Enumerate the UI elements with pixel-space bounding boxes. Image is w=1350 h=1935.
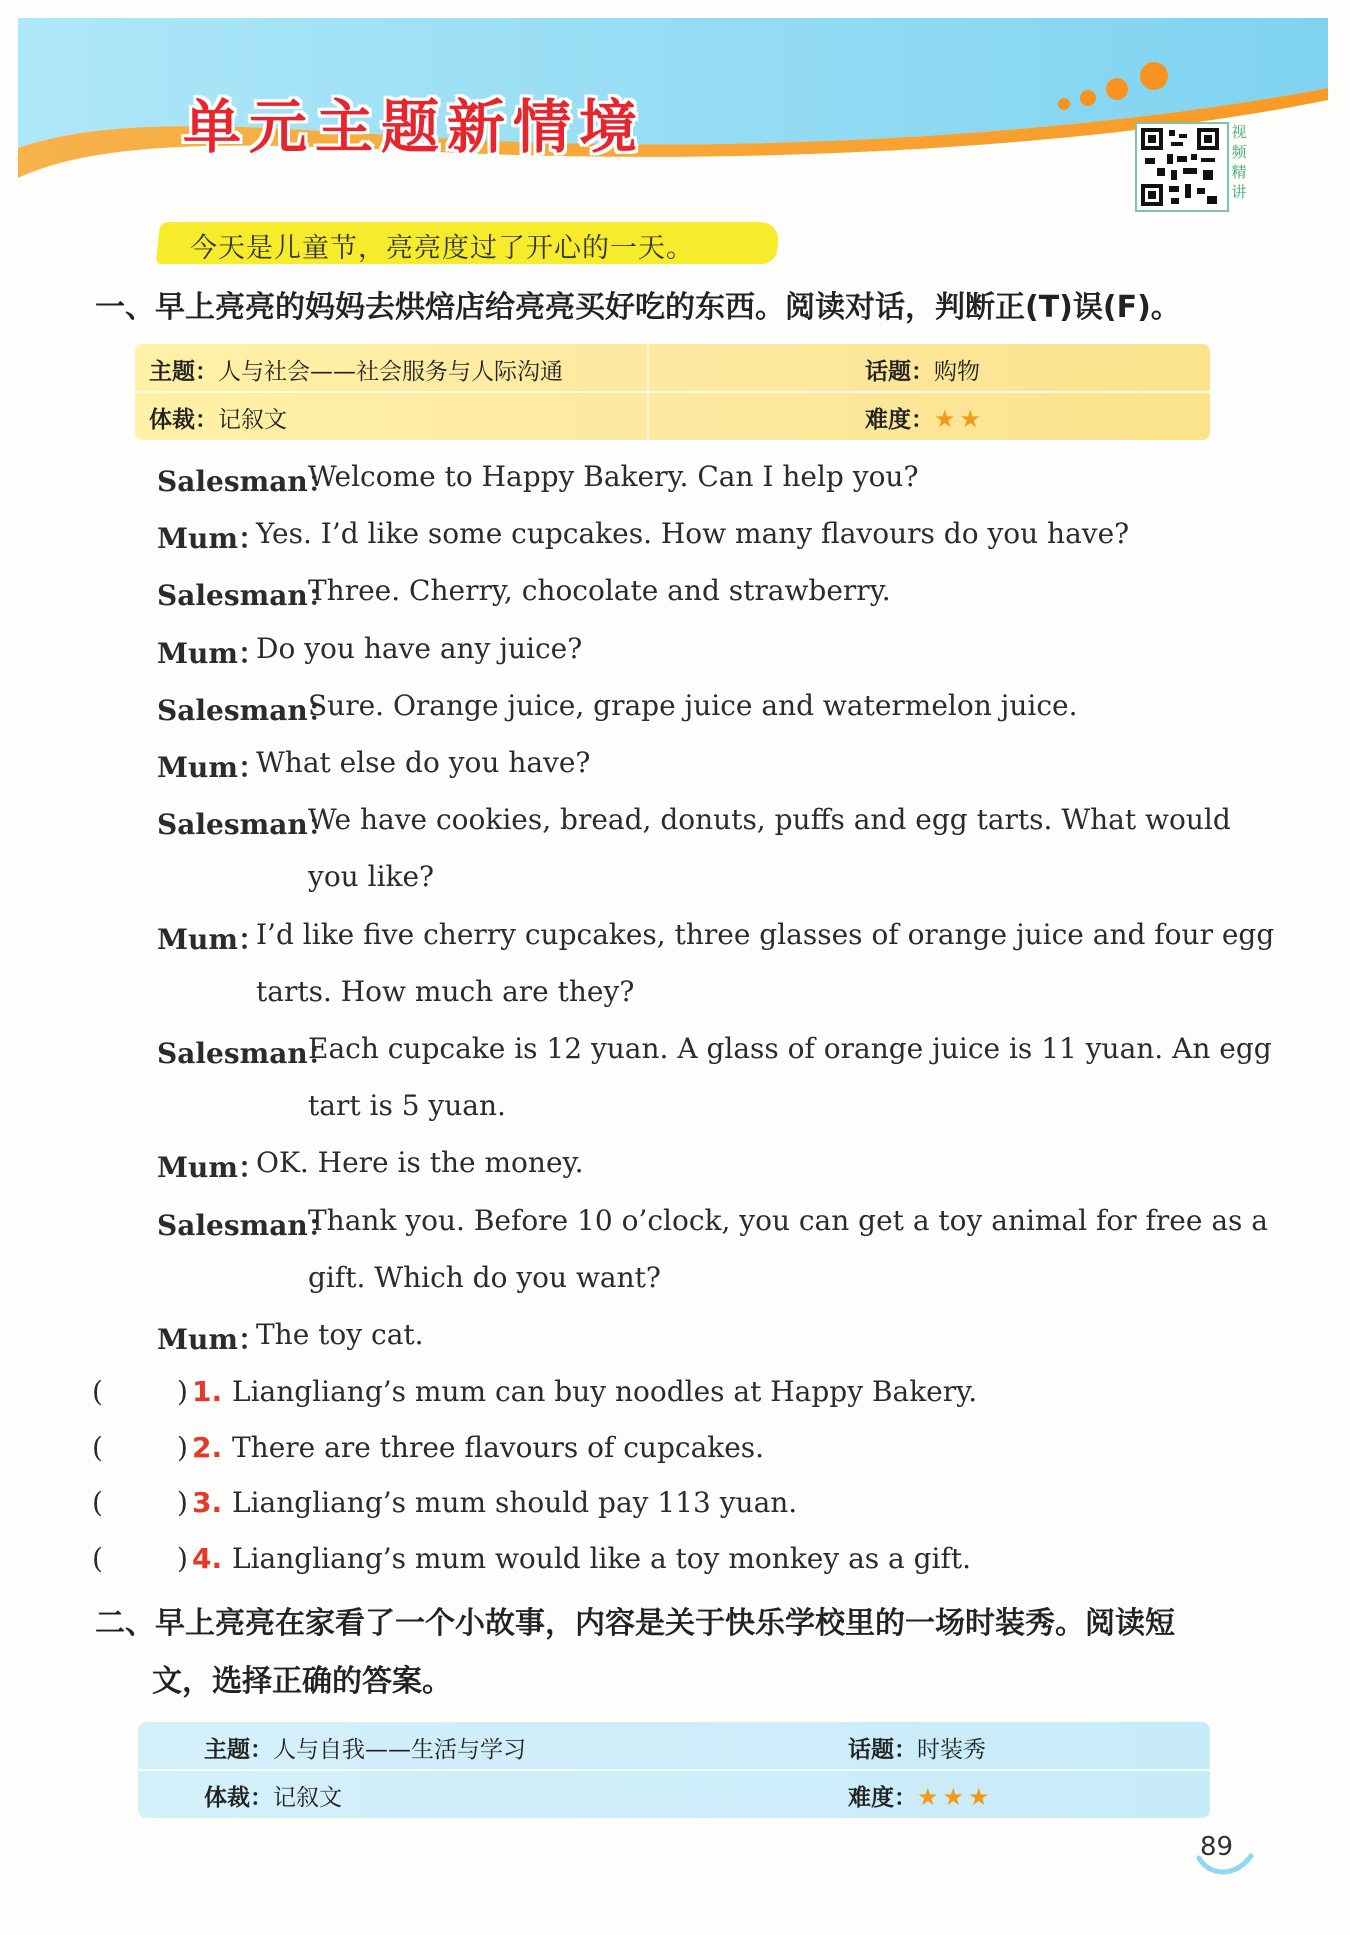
topic-value: 时装秀 [917,1737,986,1763]
topic-value: 购物 [934,359,980,385]
speaker-label: Mum： [157,922,266,956]
dialogue-text: Welcome to Happy Bakery. Can I help you? [308,460,919,493]
speaker-label: Salesman： [157,808,336,842]
question-text: There are three flavours of cupcakes. [232,1430,765,1464]
speaker-label: Salesman： [157,1037,336,1070]
question-row [92,1431,1242,1471]
info-box-2 [138,1722,1210,1818]
divider [647,344,649,440]
section2-question-line2: 文，选择正确的答案。 [152,1664,452,1699]
answer-blank-close: ) [177,1541,188,1575]
decorative-dots [1058,58,1188,118]
section1-question: 一、早上亮亮的妈妈去烘焙店给亮亮买好吃的东西。阅读对话，判断正(T)误(F)。 [95,290,1181,325]
difficulty-cell [848,1779,994,1812]
difficulty-label: 难度： [865,407,934,433]
dialogue-text: We have cookies, bread, donuts, puffs and egg tarts. What would [308,803,1231,837]
speaker-label: Mum： [157,1323,266,1356]
question-row [92,1375,1242,1415]
star-icon: ★★★ [917,1783,994,1811]
question-number: 2. [192,1430,223,1464]
page-curve-icon [1195,1852,1255,1882]
question-number: 3. [192,1486,223,1519]
speaker-label: Mum： [157,636,266,670]
dialogue-text-continued: tarts. How much are they? [256,974,635,1008]
page-number: 89 [1200,1832,1234,1862]
unit-banner [18,18,1328,196]
speaker-label: Mum： [157,522,266,556]
dialogue-text: The toy cat. [256,1318,424,1351]
question-number: 1. [192,1375,223,1408]
theme-cell [149,353,563,386]
qr-code-icon [1141,128,1219,206]
topic-label: 话题： [848,1737,917,1763]
dialogue-text: Do you have any juice? [256,631,583,665]
genre-value: 记叙文 [273,1785,342,1811]
speaker-label: Salesman： [157,1208,336,1242]
theme-cell [204,1731,526,1764]
answer-blank-open[interactable]: ( [92,1486,103,1519]
question-number: 4. [192,1541,223,1575]
speaker-label: Salesman： [157,579,336,613]
genre-cell [149,401,287,434]
speaker-label: Salesman： [157,693,336,727]
info-box-1 [135,344,1210,440]
dialogue-text: OK. Here is the money. [256,1146,584,1180]
theme-value: 人与自我——生活与学习 [273,1737,526,1763]
dialogue-text-continued: you like? [308,860,435,894]
dialogue-text-continued: gift. Which do you want? [308,1260,661,1294]
question-text: Liangliang’s mum would like a toy monkey as a gift. [232,1541,972,1575]
answer-blank-open[interactable]: ( [92,1375,103,1408]
answer-blank-close: ) [177,1430,188,1464]
dot-decoration [1140,62,1168,90]
topic-label: 话题： [865,359,934,385]
difficulty-label: 难度： [848,1785,917,1811]
genre-value: 记叙文 [218,407,287,433]
theme-label: 主题： [149,359,218,385]
answer-blank-close: ) [177,1375,188,1408]
theme-value: 人与社会——社会服务与人际沟通 [218,359,563,385]
section2-question-line1: 二、早上亮亮在家看了一个小故事，内容是关于快乐学校里的一场时装秀。阅读短 [95,1606,1175,1641]
dialogue-text: Sure. Orange juice, grape juice and watermelon juice. [308,688,1078,722]
question-text: Liangliang’s mum should pay 113 yuan. [232,1486,798,1519]
dot-decoration [1106,78,1128,100]
qr-label: 视频精讲 [1231,123,1247,201]
dialogue-text: What else do you have? [256,746,591,779]
dialogue-text: Three. Cherry, chocolate and strawberry. [308,574,891,608]
dot-decoration [1080,90,1096,106]
intro-sentence: 今天是儿童节，亮亮度过了开心的一天。 [190,233,694,264]
unit-title: 单元主题新情境 [183,93,646,161]
speaker-label: Salesman： [157,465,336,498]
divider [135,391,1210,393]
star-icon: ★★ [934,405,986,433]
answer-blank-open[interactable]: ( [92,1430,103,1464]
dialogue-text: Thank you. Before 10 o’clock, you can get a toy animal for free as a [308,1203,1268,1237]
difficulty-cell [865,401,985,434]
genre-label: 体裁： [204,1785,273,1811]
qr-code[interactable] [1135,122,1229,212]
genre-cell [204,1779,342,1812]
topic-cell [865,353,980,386]
speaker-label: Mum： [157,1151,266,1185]
answer-blank-open[interactable]: ( [92,1541,103,1575]
dialogue-text: I’d like five cherry cupcakes, three glasses of orange juice and four egg [256,917,1275,951]
question-row [92,1542,1242,1582]
dot-decoration [1058,98,1070,110]
theme-label: 主题： [204,1737,273,1763]
question-row [92,1486,1242,1526]
dialogue-text: Yes. I’d like some cupcakes. How many flavours do you have? [256,517,1130,551]
genre-label: 体裁： [149,407,218,433]
question-text: Liangliang’s mum can buy noodles at Happy Bakery. [232,1375,978,1408]
topic-cell [848,1731,986,1764]
divider [138,1769,1210,1771]
speaker-label: Mum： [157,751,266,784]
answer-blank-close: ) [177,1486,188,1519]
dialogue-text: Each cupcake is 12 yuan. A glass of orange juice is 11 yuan. An egg [308,1032,1272,1065]
dialogue-text-continued: tart is 5 yuan. [308,1089,506,1123]
